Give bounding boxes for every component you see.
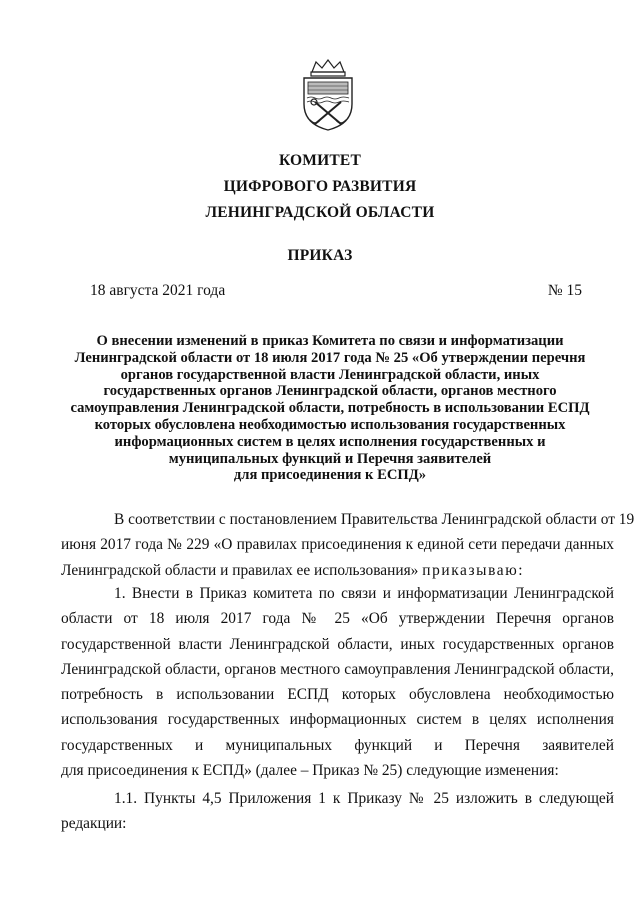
order-word: приказываю: (422, 561, 525, 579)
body-line: 1. Внести в Приказ комитета по связи и информатизации Ленинградской (114, 585, 614, 602)
title-line: информационных систем в целях исполнения государственных и (114, 433, 546, 450)
title-line: Ленинградской области от 18 июля 2017 года № 25 «Об утверждении перечня (74, 349, 586, 366)
body-line: области от 18 июля 2017 года № 25 «Об утверждении Перечня органов (61, 610, 614, 628)
document-date: 18 августа 2021 года (90, 282, 226, 299)
title-line: муниципальных функций и Перечня заявителей (168, 450, 492, 467)
paragraph-preamble (61, 507, 635, 583)
org-name-line-1: КОМИТЕТ (278, 152, 361, 169)
paragraph-item-1 (61, 581, 614, 783)
body-line: 1.1. Пункты 4,5 Приложения 1 к Приказу № 25 изложить в следующей (114, 790, 614, 807)
title-line: О внесении изменений в приказ Комитета по связи и информатизации (96, 333, 564, 349)
org-name-line-2: ЦИФРОВОГО РАЗВИТИЯ (223, 178, 417, 195)
body-line: июня 2017 года № 229 «О правилах присоединения к единой сети передачи данных (61, 536, 614, 554)
body-line-text: Ленинградской области и правилах ее использования» (61, 561, 423, 579)
paragraph-item-1-1 (61, 786, 614, 837)
body-line: для присоединения к ЕСПД» (далее – Приказ № 25) следующие изменения: (61, 762, 559, 780)
title-line: для присоединения к ЕСПД» (233, 467, 427, 484)
document-type: ПРИКАЗ (287, 247, 353, 264)
title-line: органов государственной власти Ленинградской области, иных (120, 366, 540, 383)
document-title (40, 333, 620, 484)
body-line: Ленинградской области, органов местного самоуправления Ленинградской области, (61, 660, 614, 678)
body-line: использования государственных информационных систем в целях исполнения (61, 711, 614, 729)
document-number: № 15 (547, 282, 582, 299)
org-name-line-3: ЛЕНИНГРАДСКОЙ ОБЛАСТИ (205, 204, 435, 221)
title-line: самоуправления Ленинградской области, потребность в использовании ЕСПД (70, 400, 590, 417)
body-line: редакции: (61, 815, 127, 833)
body-line: государственных и муниципальных функций и Перечня заявителей (61, 736, 614, 754)
title-line: государственных органов Ленинградской области, органов местного (103, 383, 557, 400)
body-line (61, 558, 614, 583)
body-line: государственной власти Ленинградской области, иных государственных органов (61, 635, 614, 653)
body-line: В соответствии с постановлением Правительства Ленинградской области от 19 (114, 511, 635, 528)
coat-of-arms-icon (298, 58, 358, 132)
body-line: потребность в использовании ЕСПД которых обусловлена необходимостью (61, 686, 614, 704)
title-line: которых обусловлена необходимостью использования государственных (94, 416, 566, 433)
